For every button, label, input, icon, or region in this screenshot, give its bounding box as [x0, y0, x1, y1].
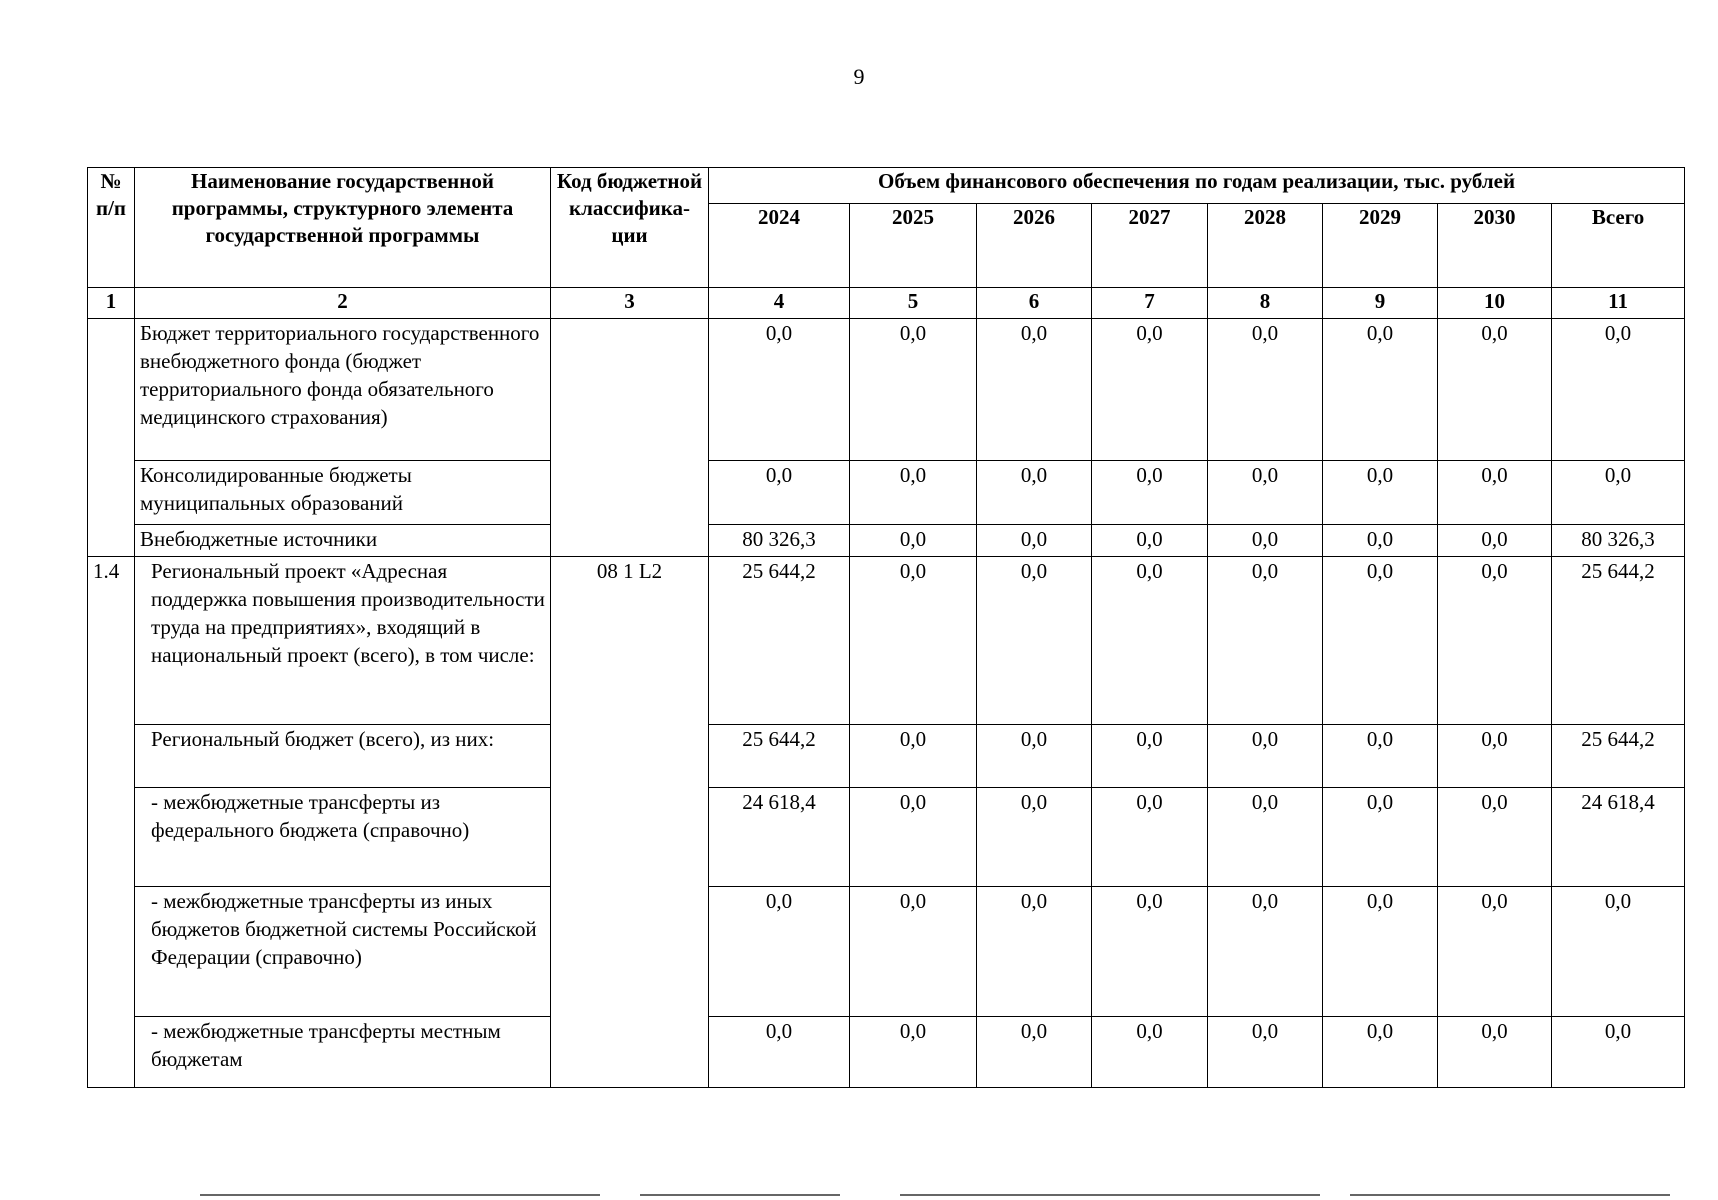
column-number: 11	[1552, 288, 1685, 319]
header-year: 2027	[1092, 204, 1208, 288]
header-code: Код бюджетной классифика-ции	[551, 168, 709, 288]
value-cell-total: 80 326,3	[1552, 525, 1685, 557]
header-year: 2029	[1323, 204, 1438, 288]
table-row	[88, 725, 1685, 788]
scan-edge-line	[1350, 1194, 1670, 1196]
column-number: 10	[1438, 288, 1552, 319]
value-cell: 0,0	[850, 461, 977, 525]
value-cell-total: 0,0	[1552, 887, 1685, 1017]
value-cell: 0,0	[1438, 525, 1552, 557]
value-cell: 0,0	[1438, 319, 1552, 461]
value-cell: 0,0	[1438, 1017, 1552, 1088]
header-name: Наименование государственной программы, структурного элемента государственной программы	[135, 168, 551, 288]
value-cell: 0,0	[977, 319, 1092, 461]
value-cell-total: 24 618,4	[1552, 788, 1685, 887]
row-code	[551, 319, 709, 557]
page-number: 9	[853, 64, 865, 89]
budget-table	[87, 167, 1685, 1088]
value-cell: 0,0	[1208, 557, 1323, 725]
value-cell: 0,0	[850, 525, 977, 557]
table-row	[88, 1017, 1685, 1088]
header-num: № п/п	[88, 168, 135, 288]
value-cell: 24 618,4	[709, 788, 850, 887]
table-row	[88, 461, 1685, 525]
value-cell: 25 644,2	[709, 725, 850, 788]
value-cell-total: 0,0	[1552, 319, 1685, 461]
value-cell: 0,0	[1323, 1017, 1438, 1088]
value-cell: 0,0	[1323, 725, 1438, 788]
table-row	[88, 788, 1685, 887]
row-name: - межбюджетные трансферты из федерального бюджета (справочно)	[135, 788, 551, 887]
table-row	[88, 887, 1685, 1017]
value-cell: 0,0	[977, 1017, 1092, 1088]
value-cell: 0,0	[1208, 725, 1323, 788]
column-number: 3	[551, 288, 709, 319]
value-cell: 0,0	[850, 557, 977, 725]
value-cell: 0,0	[1323, 557, 1438, 725]
value-cell: 0,0	[709, 461, 850, 525]
value-cell: 0,0	[850, 319, 977, 461]
value-cell: 0,0	[1438, 887, 1552, 1017]
column-number: 6	[977, 288, 1092, 319]
value-cell: 0,0	[1208, 1017, 1323, 1088]
header-year: 2025	[850, 204, 977, 288]
column-number: 9	[1323, 288, 1438, 319]
scan-edge-line	[900, 1194, 1320, 1196]
value-cell: 0,0	[1323, 525, 1438, 557]
value-cell: 0,0	[1323, 788, 1438, 887]
row-name: Консолидированные бюджеты муниципальных образований	[135, 461, 551, 525]
header-year: 2024	[709, 204, 850, 288]
value-cell: 0,0	[1208, 319, 1323, 461]
value-cell: 0,0	[1092, 887, 1208, 1017]
value-cell: 0,0	[709, 319, 850, 461]
header-year: 2028	[1208, 204, 1323, 288]
value-cell: 0,0	[1092, 557, 1208, 725]
value-cell: 0,0	[977, 525, 1092, 557]
value-cell-total: 0,0	[1552, 461, 1685, 525]
value-cell-total: 25 644,2	[1552, 725, 1685, 788]
value-cell: 0,0	[1092, 461, 1208, 525]
value-cell: 0,0	[1092, 725, 1208, 788]
row-name: - межбюджетные трансферты из иных бюджетов бюджетной системы Российской Федерации (справочно)	[135, 887, 551, 1017]
row-name: - межбюджетные трансферты местным бюджетам	[135, 1017, 551, 1088]
value-cell: 80 326,3	[709, 525, 850, 557]
column-number: 8	[1208, 288, 1323, 319]
row-code: 08 1 L2	[551, 557, 709, 1088]
value-cell: 0,0	[977, 557, 1092, 725]
column-number: 2	[135, 288, 551, 319]
value-cell: 0,0	[1208, 461, 1323, 525]
value-cell: 0,0	[1092, 525, 1208, 557]
value-cell: 0,0	[1208, 525, 1323, 557]
row-name: Региональный бюджет (всего), из них:	[135, 725, 551, 788]
column-number: 4	[709, 288, 850, 319]
value-cell: 0,0	[1323, 887, 1438, 1017]
value-cell: 0,0	[977, 788, 1092, 887]
scan-edge-line	[200, 1194, 600, 1196]
header-year: 2030	[1438, 204, 1552, 288]
table-row	[88, 319, 1685, 461]
header-year: 2026	[977, 204, 1092, 288]
column-number: 7	[1092, 288, 1208, 319]
column-number: 5	[850, 288, 977, 319]
value-cell: 0,0	[1208, 887, 1323, 1017]
column-number: 1	[88, 288, 135, 319]
table-row	[88, 557, 1685, 725]
value-cell: 0,0	[1438, 725, 1552, 788]
value-cell: 0,0	[1092, 788, 1208, 887]
value-cell: 0,0	[977, 461, 1092, 525]
value-cell: 0,0	[1092, 1017, 1208, 1088]
value-cell: 0,0	[1438, 461, 1552, 525]
header-year-total: Всего	[1552, 204, 1685, 288]
row-name: Бюджет территориального государственного внебюджетного фонда (бюджет территориального фонда обязательного медицинского страхования)	[135, 319, 551, 461]
value-cell: 0,0	[1438, 557, 1552, 725]
row-number: 1.4	[88, 557, 135, 1088]
header-volume: Объем финансового обеспечения по годам реализации, тыс. рублей	[709, 168, 1685, 204]
value-cell: 0,0	[1323, 319, 1438, 461]
value-cell-total: 25 644,2	[1552, 557, 1685, 725]
value-cell: 0,0	[850, 788, 977, 887]
value-cell: 0,0	[850, 1017, 977, 1088]
value-cell: 0,0	[850, 725, 977, 788]
value-cell: 0,0	[1208, 788, 1323, 887]
table-row	[88, 525, 1685, 557]
value-cell: 0,0	[977, 887, 1092, 1017]
value-cell: 0,0	[1438, 788, 1552, 887]
value-cell: 0,0	[850, 887, 977, 1017]
value-cell: 0,0	[709, 887, 850, 1017]
scan-edge-line	[640, 1194, 840, 1196]
row-name: Региональный проект «Адресная поддержка повышения производительности труда на предприятиях», входящий в национальный проект (всего), в том числе:	[135, 557, 551, 725]
value-cell: 25 644,2	[709, 557, 850, 725]
row-name: Внебюджетные источники	[135, 525, 551, 557]
value-cell: 0,0	[1092, 319, 1208, 461]
value-cell-total: 0,0	[1552, 1017, 1685, 1088]
value-cell: 0,0	[1323, 461, 1438, 525]
value-cell: 0,0	[709, 1017, 850, 1088]
row-number	[88, 319, 135, 557]
value-cell: 0,0	[977, 725, 1092, 788]
